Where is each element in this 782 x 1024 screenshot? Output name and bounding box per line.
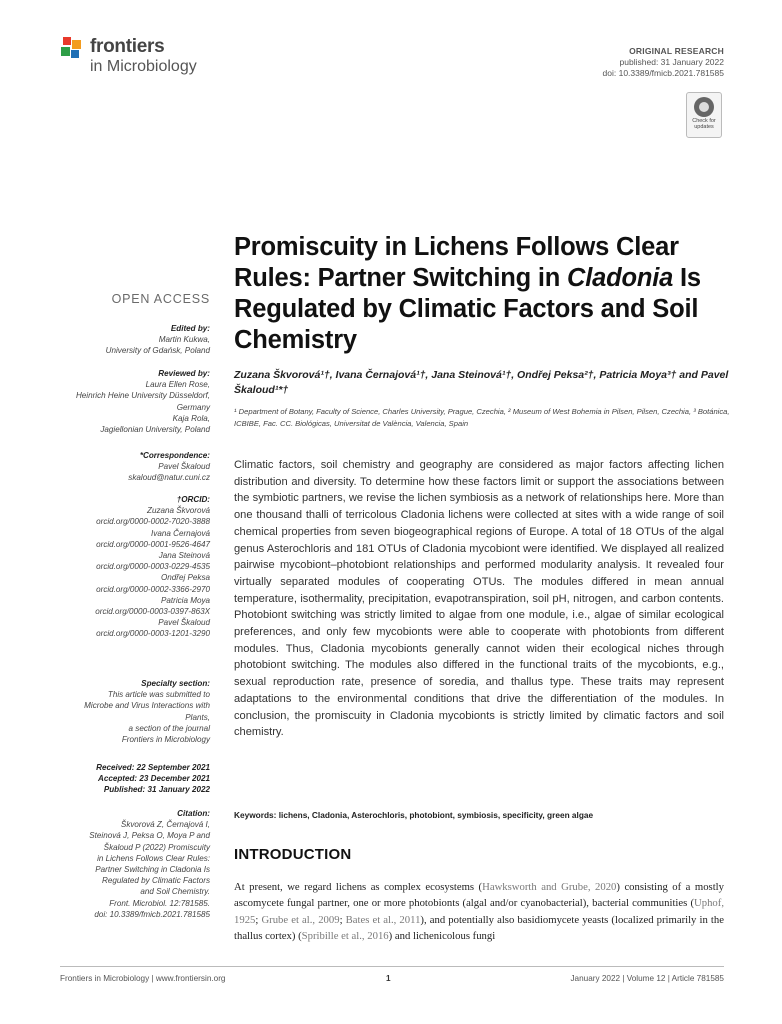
sidebar-line: Jagiellonian University, Poland — [100, 425, 210, 435]
orcid-block — [95, 494, 210, 640]
orcid-author: Patricia Moya — [160, 595, 210, 605]
orcid-link[interactable]: orcid.org/0000-0002-7020-3888 — [96, 517, 210, 527]
intro-text: ) and lichenicolous fungi — [388, 930, 496, 943]
section-heading-introduction: INTRODUCTION — [234, 846, 352, 863]
footer-divider — [60, 966, 724, 967]
sidebar-line: Front. Microbiol. 12:781585. — [109, 898, 210, 908]
citation-link[interactable]: Grube et al., 2009 — [261, 913, 340, 926]
sidebar-line: and Soil Chemistry. — [140, 887, 210, 897]
correspondence-email[interactable]: skaloud@natur.cuni.cz — [128, 473, 210, 483]
specialty-section-block — [84, 678, 210, 745]
orcid-author: Ivana Černajová — [151, 528, 210, 538]
author-list: Zuzana Škvorová¹†, Ivana Černajová¹†, Jana Steinová¹†, Ondřej Peksa²†, Patricia Moya³† and Pavel Škaloud¹*† — [234, 369, 729, 396]
edited-by-heading: Edited by: — [170, 324, 210, 333]
frontiers-logo-icon — [60, 36, 86, 62]
citation-block — [89, 808, 210, 920]
open-access-label: OPEN ACCESS — [111, 292, 210, 306]
sidebar-line: Steinová J, Peksa O, Moya P and — [89, 831, 210, 841]
citation-doi[interactable]: doi: 10.3389/fmicb.2021.781585 — [94, 909, 210, 919]
received-date: Received: 22 September 2021 — [96, 763, 210, 772]
page-number: 1 — [386, 974, 391, 983]
orcid-link[interactable]: orcid.org/0000-0002-3366-2970 — [96, 584, 210, 594]
published-date-side: Published: 31 January 2022 — [103, 785, 210, 795]
sidebar-line: Martin Kukwa, — [158, 335, 210, 345]
article-doi[interactable]: doi: 10.3389/fmicb.2021.781585 — [602, 68, 724, 78]
journal-name-line2: in Microbiology — [90, 58, 197, 75]
sidebar-line: This article was submitted to — [107, 690, 210, 700]
orcid-author: Pavel Škaloud — [158, 618, 210, 628]
sidebar-line: in Lichens Follows Clear Rules: — [97, 853, 210, 863]
reviewed-by-heading: Reviewed by: — [158, 369, 210, 378]
sidebar-line: Germany — [176, 402, 210, 412]
article-type: ORIGINAL RESEARCH — [629, 46, 724, 56]
sidebar-line: Pavel Škaloud — [158, 462, 210, 472]
orcid-author: Jana Steinová — [158, 551, 210, 561]
intro-paragraph — [234, 879, 724, 945]
orcid-link[interactable]: orcid.org/0000-0001-9526-4647 — [96, 539, 210, 549]
article-title — [234, 232, 744, 356]
accepted-date: Accepted: 23 December 2021 — [97, 774, 210, 784]
sidebar-line: Škaloud P (2022) Promiscuity — [103, 842, 210, 852]
intro-text: ), and potentially also basidiomycete yeasts (localized primarily in the thallus cortex) ( — [234, 913, 724, 943]
keywords: Keywords: lichens, Cladonia, Asterochloris, photobiont, symbiosis, specificity, green algae — [234, 810, 594, 820]
sidebar-line: Regulated by Climatic Factors — [102, 876, 210, 886]
sidebar-line: University of Gdańsk, Poland — [105, 346, 210, 356]
footer-issue: January 2022 | Volume 12 | Article 781585 — [570, 974, 724, 983]
published-date: published: 31 January 2022 — [619, 57, 724, 67]
intro-text: ; — [339, 913, 346, 926]
check-for-updates-button[interactable] — [686, 92, 722, 138]
citation-link[interactable]: Bates et al., 2011 — [345, 913, 421, 926]
sidebar-line: Microbe and Virus Interactions with — [84, 701, 210, 711]
orcid-author: Ondřej Peksa — [160, 573, 210, 583]
sidebar-line: Heinrich Heine University Düsseldorf, — [75, 391, 210, 401]
intro-text: ; — [255, 913, 262, 926]
reviewed-by-block — [76, 368, 210, 435]
citation-link[interactable]: Hawksworth and Grube, 2020 — [482, 881, 617, 893]
title-part2: Is Regulated by Climatic Factors and Soil Chemistry — [234, 264, 701, 354]
citation-link[interactable]: Spribille et al., 2016 — [301, 930, 389, 943]
citation-heading: Citation: — [177, 809, 210, 818]
check-updates-icon — [694, 97, 714, 117]
sidebar-line: Škvorová Z, Černajová I, — [120, 820, 210, 830]
specialty-heading: Specialty section: — [141, 679, 210, 688]
orcid-link[interactable]: orcid.org/0000-0003-0397-863X — [95, 607, 210, 617]
check-updates-label: Check for updates — [692, 118, 716, 130]
title-italic: Cladonia — [567, 264, 674, 292]
article-meta — [603, 46, 724, 79]
intro-text: At present, we regard lichens as complex ecosystems ( — [234, 881, 483, 893]
orcid-link[interactable]: orcid.org/0000-0003-1201-3290 — [96, 629, 210, 639]
footer-journal[interactable]: Frontiers in Microbiology | www.frontiersin.org — [60, 974, 226, 983]
title-part1: Promiscuity in Lichens Follows Clear Rules: Partner Switching in — [234, 233, 679, 292]
sidebar-line: Partner Switching in Cladonia Is — [95, 865, 210, 875]
orcid-heading: †ORCID: — [176, 495, 210, 504]
journal-name-line1: frontiers — [90, 36, 165, 57]
abstract: Climatic factors, soil chemistry and geography are considered as major factors affecting lichen distribution and diversity. To determine how these factors limit or support the associations between the symbiotic partners, we revise the lichen symbiosis as a network of relationships here. More than one thousand thalli of terricolous Cladonia lichens were collected at sites with a wide range of soil chemical properties from seven biogeographical regions of Europe. A total of 18 OTUs of the algal genus Asterochloris and 181 OTUs of Cladonia mycobiont were identified. We displayed all realized pairwise mycobiont–photobiont relationships and performed modularity analysis. It revealed four virtually separated modules of cooperating OTUs. The modules differed in mean annual temperature, isothermality, precipitation, evapotranspiration, soil pH, nitrogen, and carbon contents. Photobiont switching was strictly limited to algae from one module, i.e., algae of similar ecological preferences, and only few mycobionts were able to cooperate with photobionts from different modules. Thus, Cladonia mycobionts generally cannot widen their ecological niches through photobiont switching. The modules also differed in the functional traits of the mycobionts, e.g., sexual reproduction rate, presence of soredia, and thallus type. These traits may represent adaptations to the environmental conditions that drive the differentiation of the modules. In conclusion, the promiscuity in Cladonia mycobionts is strictly limited by climatic factors and soil chemistry. — [234, 459, 724, 739]
sidebar-line: Kaja Rola, — [172, 413, 210, 423]
sidebar-line: Plants, — [185, 712, 210, 722]
citation-link[interactable]: Uphof, 1925 — [234, 897, 724, 926]
sidebar-line: Laura Ellen Rose, — [145, 380, 210, 390]
dates-block — [96, 762, 210, 796]
edited-by-block — [106, 323, 210, 357]
orcid-link[interactable]: orcid.org/0000-0003-0229-4535 — [96, 562, 210, 572]
sidebar-line: a section of the journal — [128, 723, 210, 733]
correspondence-block — [128, 450, 210, 484]
correspondence-heading: *Correspondence: — [139, 451, 210, 460]
affiliations: ¹ Department of Botany, Faculty of Science, Charles University, Prague, Czechia, ² Museum of West Bohemia in Pilsen, Pilsen, Czechia, ³ Botánica, ICBIBE, Fac. CC. Biológicas, Universitat de València, Valencia, Spain — [234, 407, 730, 428]
orcid-author: Zuzana Škvorová — [147, 506, 210, 516]
intro-text: ) consisting of a mostly ascomycete fungal partner, one or more photobionts (algal and/or cyanobacterial), bacterial communities ( — [234, 881, 724, 910]
sidebar-line: Frontiers in Microbiology — [121, 735, 210, 745]
journal-logo — [60, 34, 230, 84]
